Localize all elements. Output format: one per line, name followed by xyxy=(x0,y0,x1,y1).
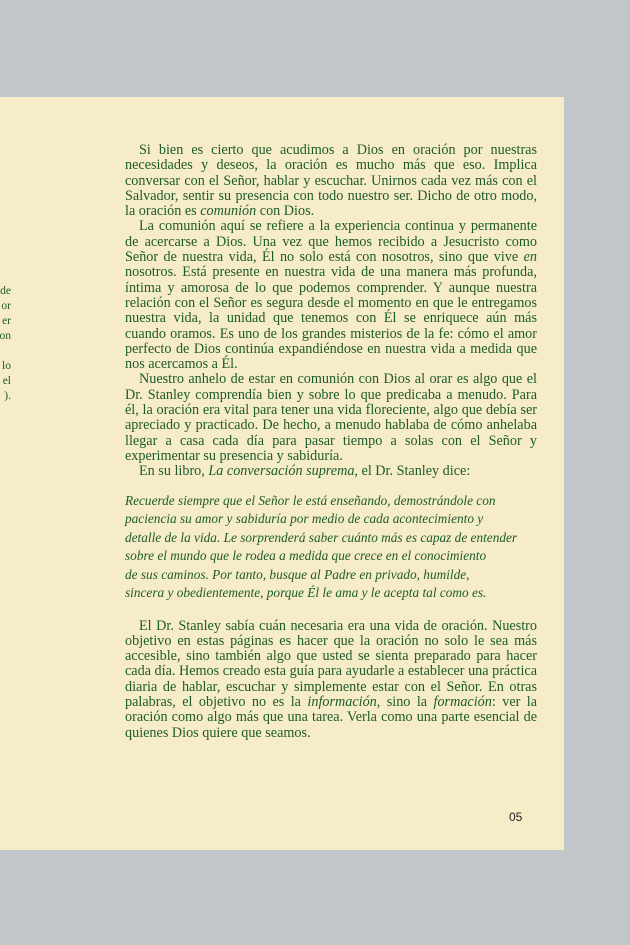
quote-line: detalle de la vida. Le sorprenderá saber cuánto más es capaz de entender xyxy=(125,529,518,545)
page-number: 05 xyxy=(509,810,523,824)
paragraph-1: Si bien es cierto que acudimos a Dios en oración por nuestras necesidades y deseos, la oración es mucho más que eso. Implica conversar con el Señor, hablar y escuchar. Unirnos cada vez más con el Salvador, sentir su presencia con todo nuestro ser. Dicho de otro modo, la oración es comunión con Dios. xyxy=(125,142,537,220)
left-page-fragment: er xyxy=(2,315,11,327)
left-page-fragment: or xyxy=(1,300,11,312)
left-page-fragment: de xyxy=(0,285,11,297)
paragraph-2: La comunión aquí se refiere a la experiencia continua y permanente de acercarse a Dios. Una vez que hemos recibido a Jesucristo como Señor de nuestra vida, Él no solo está con nosotros, sino que vive en nosotros. Está presente en nuestra vida de una manera más profunda, íntima y amorosa de lo que podemos comprender. Y aunque nuestra relación con el Señor es segura desde el momento en que le entregamos nuestra vida, la unidad que tenemos con Él se enriquece aún más cuando oramos. Es uno de los grandes misterios de la fe: cómo el amor perfecto de Dios continúa expandiéndose en nuestra vida a medida que nos acercamos a Él. xyxy=(125,218,537,373)
left-page-edge xyxy=(0,97,12,850)
left-page-fragment: el xyxy=(2,375,11,387)
block-quote xyxy=(125,492,537,603)
quote-line: paciencia su amor y sabiduría por medio de cada acontecimiento y xyxy=(125,511,484,527)
left-page-fragment: ). xyxy=(4,390,11,402)
paragraph-5: El Dr. Stanley sabía cuán necesaria era una vida de oración. Nuestro objetivo en estas páginas es hacer que la oración no solo le sea más accesible, sino también algo que usted se sienta preparado para hacer cada día. Hemos creado esta guía para ayudarle a establecer una práctica diaria de hablar, escuchar y simplemente estar con el Señor. En otras palabras, el objetivo no es la información, sino la formación: ver la oración como algo más que una tarea. Verla como una parte esencial de quienes Dios quiere que seamos. xyxy=(125,617,538,741)
quote-line: sincera y obedientemente, porque Él le ama y le acepta tal como es. xyxy=(125,585,487,601)
paragraph-3: Nuestro anhelo de estar en comunión con Dios al orar es algo que el Dr. Stanley comprendía bien y sobre lo que predicaba a menudo. Para él, la oración era vital para tener una vida floreciente, algo que debía ser apreciado y practicado. De hecho, a menudo hablaba de cómo anhelaba llegar a casa cada día para pasar tiempo a solas con el Señor y experimentar su presencia y sabiduría. xyxy=(125,371,537,464)
right-page xyxy=(12,97,564,850)
body-text xyxy=(125,143,537,741)
left-page-fragment: on xyxy=(0,330,11,342)
left-page-fragment: lo xyxy=(2,360,11,372)
quote-line: de sus caminos. Por tanto, busque al Padre en privado, humilde, xyxy=(125,566,470,582)
quote-line: Recuerde siempre que el Señor le está enseñando, demostrándole con xyxy=(125,492,496,508)
quote-line: sobre el mundo que le rodea a medida que crece en el conocimiento xyxy=(125,548,487,564)
paragraph-4: En su libro, La conversación suprema, el Dr. Stanley dice: xyxy=(139,463,471,480)
